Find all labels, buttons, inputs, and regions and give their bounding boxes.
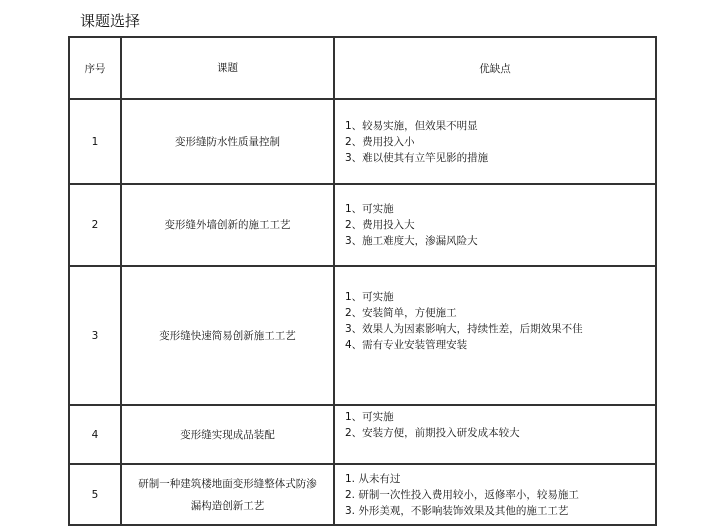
point: 4、需有专业安装管理安装 — [345, 339, 468, 351]
point: 3. 外形美观，不影响装饰效果及其他的施工工艺 — [345, 504, 569, 517]
header-seq: 序号 — [69, 37, 121, 99]
point: 3、施工难度大，渗漏风险大 — [345, 235, 478, 247]
table-row — [69, 184, 656, 266]
row-number: 4 — [69, 405, 121, 464]
table-row — [69, 464, 656, 525]
point: 1、可实施 — [345, 203, 394, 215]
row-number: 3 — [69, 266, 121, 405]
page-title: 课题选择 — [80, 12, 141, 30]
table-row — [69, 405, 656, 464]
row-number: 2 — [69, 184, 121, 266]
point: 1、较易实施，但效果不明显 — [345, 119, 478, 132]
header-topic: 课题 — [121, 37, 334, 99]
row-topic: 变形缝实现成品装配 — [121, 405, 334, 464]
row-points — [334, 464, 656, 525]
row-points — [334, 405, 656, 464]
header-pros-cons: 优缺点 — [334, 37, 656, 99]
row-number: 5 — [69, 464, 121, 525]
point: 2、费用投入大 — [345, 219, 415, 231]
row-topic: 变形缝快速简易创新施工工艺 — [121, 266, 334, 405]
table-row — [69, 99, 656, 184]
table-header-row — [69, 37, 656, 99]
point: 2、安装方便，前期投入研发成本较大 — [345, 427, 520, 439]
point: 1. 从未有过 — [345, 472, 401, 485]
topic-selection-table — [68, 36, 657, 526]
point: 3、难以使其有立竿见影的措施 — [345, 151, 489, 164]
point: 3、效果人为因素影响大，持续性差，后期效果不佳 — [345, 323, 583, 335]
row-topic: 研制一种建筑楼地面变形缝整体式防渗漏构造创新工艺 — [121, 464, 334, 525]
table-row — [69, 266, 656, 405]
row-points — [334, 184, 656, 266]
row-topic: 变形缝外墙创新的施工工艺 — [121, 184, 334, 266]
point: 2. 研制一次性投入费用较小，返修率小，较易施工 — [345, 488, 579, 501]
row-points — [334, 266, 656, 405]
point: 2、安装简单，方便施工 — [345, 307, 457, 319]
point: 1、可实施 — [345, 291, 394, 303]
row-number: 1 — [69, 99, 121, 184]
row-points — [334, 99, 656, 184]
point: 1、可实施 — [345, 411, 394, 423]
row-topic: 变形缝防水性质量控制 — [121, 99, 334, 184]
point: 2、费用投入小 — [345, 135, 415, 148]
